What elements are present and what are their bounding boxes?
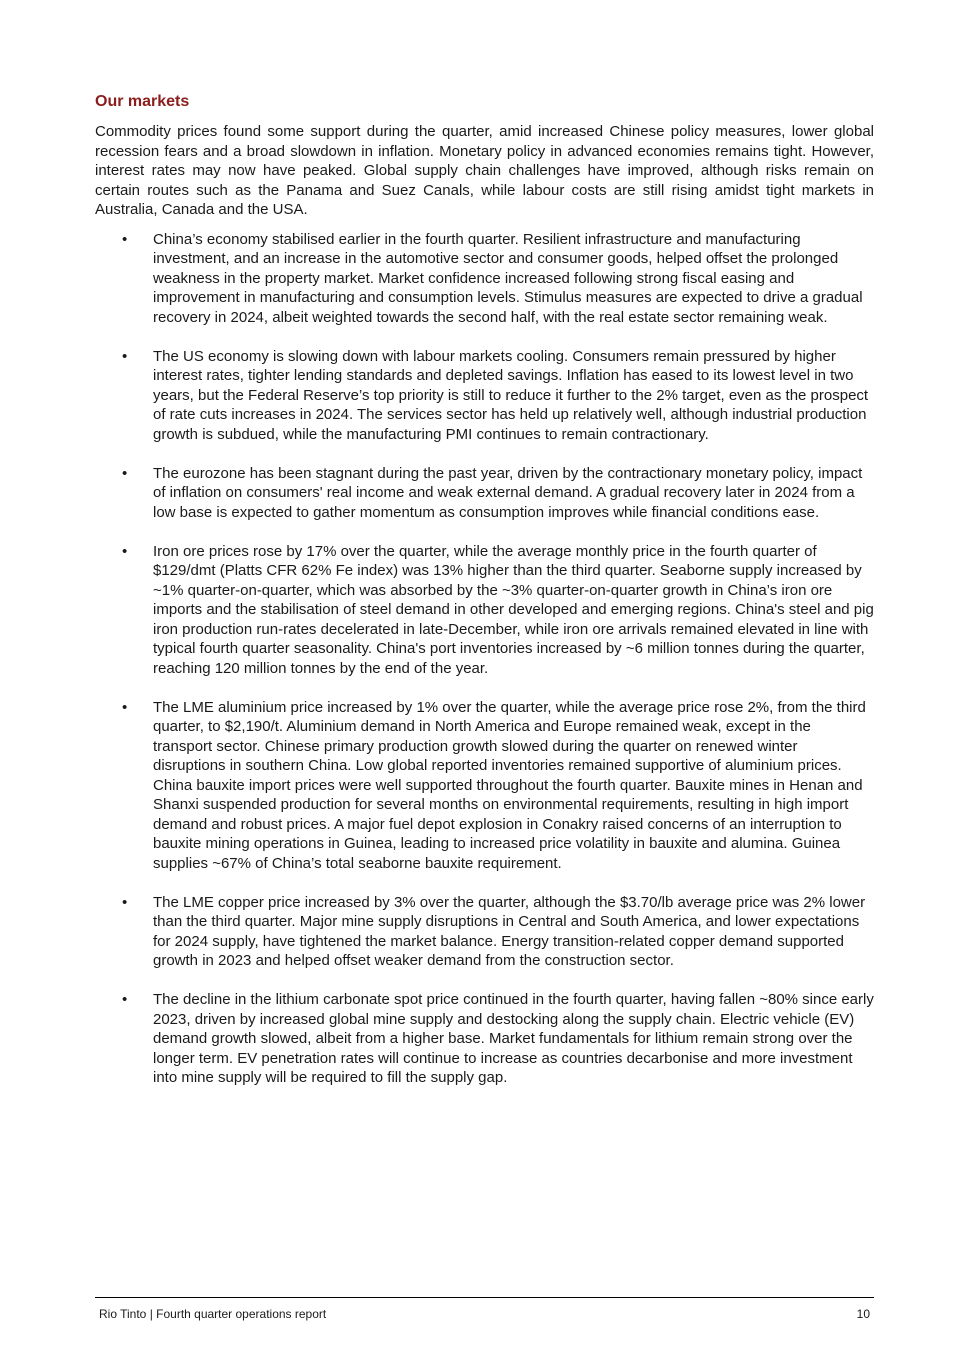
bullet-icon: • [122, 893, 128, 911]
document-page [95, 88, 874, 1107]
footer-divider [95, 1297, 874, 1298]
bullet-text: China’s economy stabilised earlier in the fourth quarter. Resilient infrastructure and manufacturing investment, and an increase in the automotive sector and consumer goods, helped offset the prolonged weakness in the property market. Market confidence increased following strong fiscal easing and improvement in manufacturing and consumption levels. Stimulus measures are expected to drive a gradual recovery in 2024, albeit weighted towards the second half, with the real estate sector remaining weak. [153, 230, 863, 326]
bullet-item-us [95, 347, 874, 445]
section-title: Our markets [95, 93, 190, 110]
bullet-list [95, 230, 874, 1088]
page-footer [99, 1307, 870, 1321]
bullet-icon: • [122, 347, 128, 365]
footer-report-title: Rio Tinto | Fourth quarter operations report [99, 1307, 327, 1321]
bullet-icon: • [122, 991, 128, 1008]
bullet-item-eurozone [95, 464, 874, 523]
bullet-item-copper [95, 893, 874, 971]
bullet-text: The decline in the lithium carbonate spot price continued in the fourth quarter, having fallen ~80% since early 2023, driven by increased global mine supply and destocking along the supply chain. Electric vehicle (EV) demand growth slowed, albeit from a higher base. Market fundamentals for lithium remain strong over the longer term. EV penetration rates will continue to increase as countries decarbonise and more investment into mine supply will be required to fill the supply gap. [153, 991, 874, 1086]
bullet-icon: • [122, 230, 128, 248]
bullet-icon: • [122, 698, 128, 716]
bullet-text: Iron ore prices rose by 17% over the quarter, while the average monthly price in the fourth quarter of $129/dmt (Platts CFR 62% Fe index) was 13% higher than the third quarter. Seaborne supply increased by ~1% quarter-on-quarter, which was absorbed by the ~3% quarter-on-quarter growth in China’s iron ore imports and the stabilisation of steel demand in other developed and emerging regions. China's steel and pig iron production run-rates decelerated in late-December, while iron ore arrivals remained elevated in line with typical fourth quarter seasonality. China's port inventories increased by ~6 million tonnes during the quarter, reaching 120 million tonnes by the end of the year. [153, 542, 874, 677]
bullet-item-lithium [95, 990, 874, 1088]
bullet-item-china [95, 230, 874, 328]
bullet-item-iron-ore [95, 542, 874, 679]
bullet-text: The US economy is slowing down with labour markets cooling. Consumers remain pressured by higher interest rates, tighter lending standards and depleted savings. Inflation has eased to its lowest level in two years, but the Federal Reserve’s top priority is still to reduce it further to the 2% target, even as the prospect of rate cuts increases in 2024. The services sector has held up relatively well, although industrial production growth is subdued, while the manufacturing PMI continues to remain contractionary. [153, 347, 869, 443]
bullet-icon: • [122, 464, 128, 482]
page-number: 10 [856, 1307, 870, 1321]
bullet-item-aluminium [95, 698, 874, 874]
bullet-text: The LME aluminium price increased by 1% over the quarter, while the average price rose 2%, from the third quarter, to $2,190/t. Aluminium demand in North America and Europe remained weak, except in the transport sector. Chinese primary production growth slowed during the quarter on renewed winter disruptions in southern China. Low global reported inventories remained supportive of aluminium prices. China bauxite import prices were well supported throughout the fourth quarter. Bauxite mines in Henan and Shanxi suspended production for several months on environmental requirements, resulting in high import demand and robust prices. A major fuel depot explosion in Conakry raised concerns of an interruption to bauxite mining operations in Guinea, leading to increased price volatility in bauxite and alumina. Guinea supplies ~67% of China’s total seaborne bauxite requirement. [153, 698, 866, 872]
intro-paragraph: Commodity prices found some support during the quarter, amid increased Chinese policy measures, lower global recession fears and a broad slowdown in inflation. Monetary policy in advanced economies remains tight. However, interest rates may now have peaked. Global supply chain challenges have improved, although risks remain on certain routes such as the Panama and Suez Canals, while labour costs are still rising amidst tight markets in Australia, Canada and the USA. [95, 123, 874, 218]
bullet-text: The LME copper price increased by 3% over the quarter, although the $3.70/lb average price was 2% lower than the third quarter. Major mine supply disruptions in Central and South America, and lower expectations for 2024 supply, have tightened the market balance. Energy transition-related copper demand supported growth in 2023 and helped offset weaker demand from the construction sector. [153, 893, 866, 969]
bullet-text: The eurozone has been stagnant during the past year, driven by the contractionary monetary policy, impact of inflation on consumers' real income and weak external demand. A gradual recovery later in 2024 from a low base is expected to gather momentum as consumption improves while financial conditions ease. [153, 464, 863, 521]
bullet-icon: • [122, 542, 128, 560]
